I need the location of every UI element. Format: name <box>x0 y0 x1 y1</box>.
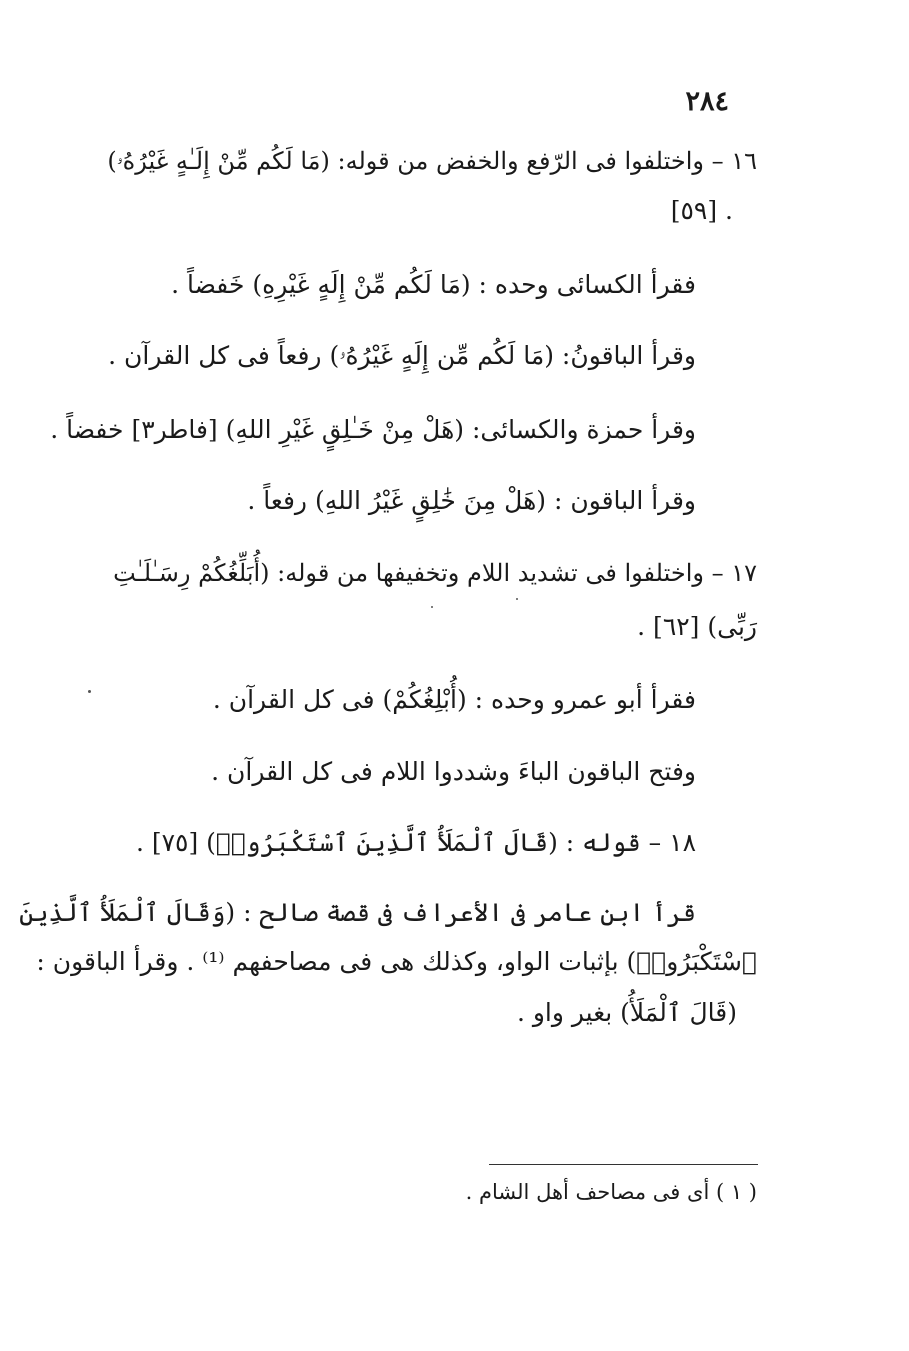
print-speck <box>516 598 518 600</box>
text-line-9: فقرأ أبو عمرو وحده : (أُبْلِغُكُمْ) فى كل القرآن . <box>212 685 696 714</box>
text-line-10: وفتح الباقون الباءَ وشددوا اللام فى كل القرآن . <box>211 757 696 786</box>
text-line-14: (قَالَ ٱلْمَلَأُ) بغير واو . <box>516 998 737 1027</box>
text-line-12: قرأ ابن عامر فى الأعراف فى قصة صالح : (وَقَالَ ٱلْمَلَأُ ٱلَّذِينَ <box>19 898 696 927</box>
text-line-2: . [٥٩] <box>670 196 733 225</box>
text-line-7: ١٧ – واختلفوا فى تشديد اللام وتخفيفها من قوله: (أُبَلِّغُكُمْ رِسَـٰلَـٰتِ <box>113 559 757 587</box>
print-speck <box>431 606 433 608</box>
footnote-separator <box>489 1164 758 1165</box>
text-line-11: ١٨ – قوله : (قَالَ ٱلْمَلَأُ ٱلَّذِينَ ٱسْتَكْبَرُوا۟) [٧٥] . <box>135 828 696 857</box>
text-line-4: وقرأ الباقونُ: (مَا لَكُم مِّن إِلَهٍ غَيْرُهُۥ) رفعاً فى كل القرآن . <box>108 341 696 370</box>
text-line-5: وقرأ حمزة والكسائى: (هَلْ مِنْ خَـٰلِقٍ غَيْرِ اللهِ) [فاطر٣] خفضاً . <box>50 415 696 444</box>
page-number: ٢٨٤ <box>685 86 729 117</box>
text-line-1: ١٦ – واختلفوا فى الرّفع والخفض من قوله: (مَا لَكُم مِّنْ إِلَـٰهٍ غَيْرُهُۥ) <box>107 147 757 175</box>
text-line-8: رَبِّى) [٦٢] . <box>637 612 757 641</box>
text-line-6: وقرأ الباقون : (هَلْ مِنَ خَٰلِقٍ غَيْرُ اللهِ) رفعاً . <box>247 486 696 515</box>
text-line-3: فقرأ الكسائى وحده : (مَا لَكُم مِّنْ إِلَهٍ غَيْرِهِ) خَفضاً . <box>171 270 696 299</box>
footnote-text: ( ١ ) أى فى مصاحف أهل الشام . <box>465 1180 757 1204</box>
text-line-13: ٱسْتَكْبَرُوا۟) بإثبات الواو، وكذلك هى فى مصاحفهم ⁽¹⁾ . وقرأ الباقون : <box>36 947 757 976</box>
print-speck <box>88 690 91 693</box>
